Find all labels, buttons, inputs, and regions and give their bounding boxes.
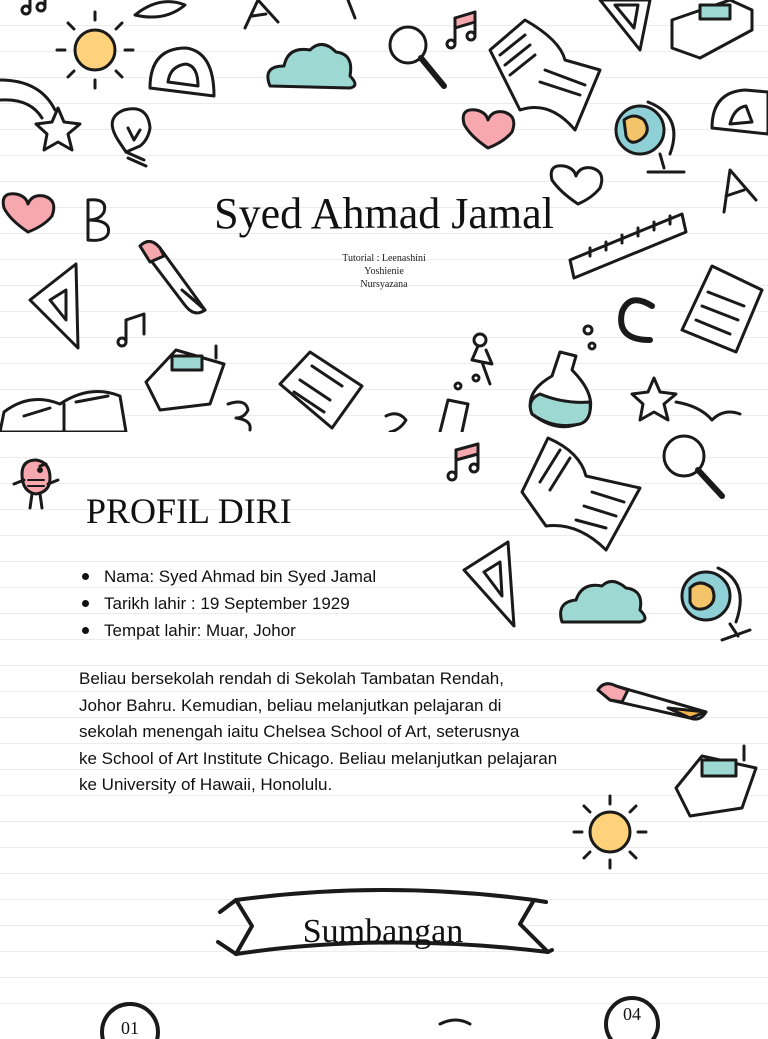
number-2-icon bbox=[386, 414, 406, 432]
biography-paragraph bbox=[79, 666, 639, 799]
protractor-icon bbox=[150, 48, 214, 96]
magnifier-icon bbox=[664, 436, 722, 496]
number-3-icon bbox=[228, 402, 250, 430]
heart-icon bbox=[463, 110, 514, 148]
badge-number-right: 04 bbox=[623, 1004, 641, 1024]
paragraph-line: ke University of Hawaii, Honolulu. bbox=[79, 775, 333, 794]
letter-c-icon bbox=[621, 300, 652, 340]
star-icon bbox=[632, 378, 740, 420]
book-icon bbox=[146, 346, 224, 410]
sun-icon bbox=[574, 796, 646, 868]
cloud-icon bbox=[268, 44, 355, 88]
globe-icon bbox=[682, 568, 750, 640]
paragraph-line: Johor Bahru. Kemudian, beliau melanjutkan pelajaran di bbox=[79, 695, 502, 715]
music-note-icon bbox=[448, 444, 478, 480]
doodle-mark bbox=[440, 1020, 470, 1024]
page-title: Syed Ahmad Jamal bbox=[214, 189, 554, 238]
banner-label: Sumbangan bbox=[302, 913, 464, 950]
set-square-icon bbox=[464, 542, 514, 626]
globe-icon bbox=[616, 102, 684, 172]
sun-icon bbox=[57, 12, 133, 88]
open-book-icon bbox=[522, 438, 640, 550]
tutorial-line: Yoshienie bbox=[364, 266, 404, 277]
book-icon bbox=[676, 746, 756, 816]
comet-icon bbox=[0, 80, 80, 150]
music-note-icon bbox=[447, 12, 475, 48]
pencil-mark-icon bbox=[348, 0, 355, 18]
test-tube-icon bbox=[440, 375, 479, 432]
flask-icon bbox=[530, 326, 595, 427]
music-note-icon bbox=[22, 0, 45, 14]
leaf-icon bbox=[135, 2, 185, 17]
letter-a-icon bbox=[245, 0, 278, 28]
cloud-icon bbox=[561, 581, 645, 622]
tutorial-line: Tutorial : Leenashini bbox=[342, 253, 426, 264]
paragraph-line: sekolah menengah iaitu Chelsea School of Art, seterusnya bbox=[79, 722, 520, 741]
paragraph-line: Beliau bersekolah rendah di Sekolah Tambatan Rendah, bbox=[79, 669, 504, 688]
tutorial-line: Nursyazana bbox=[360, 279, 408, 290]
open-book-icon bbox=[0, 392, 126, 433]
magnifier-icon bbox=[390, 27, 444, 86]
profile-bullet-list bbox=[80, 563, 376, 644]
protractor-icon bbox=[712, 90, 768, 134]
list-item: Tempat lahir: Muar, Johor bbox=[80, 617, 376, 644]
light-bulb-icon bbox=[112, 109, 150, 166]
document-icon bbox=[280, 352, 362, 428]
book-icon bbox=[672, 0, 752, 58]
paragraph-line: ke School of Art Institute Chicago. Beliau melanjutkan pelajaran bbox=[79, 748, 558, 768]
badge-number-left: 01 bbox=[121, 1018, 139, 1038]
bird-icon bbox=[14, 460, 58, 508]
profile-slide bbox=[0, 432, 768, 1038]
list-item: Nama: Syed Ahmad bin Syed Jamal bbox=[80, 563, 376, 590]
title-slide bbox=[0, 0, 768, 432]
tutorial-names bbox=[0, 252, 768, 291]
section-heading: PROFIL DIRI bbox=[86, 491, 292, 531]
music-note-icon bbox=[118, 314, 144, 346]
list-item: Tarikh lahir : 19 September 1929 bbox=[80, 590, 376, 617]
set-square-icon bbox=[600, 0, 650, 50]
